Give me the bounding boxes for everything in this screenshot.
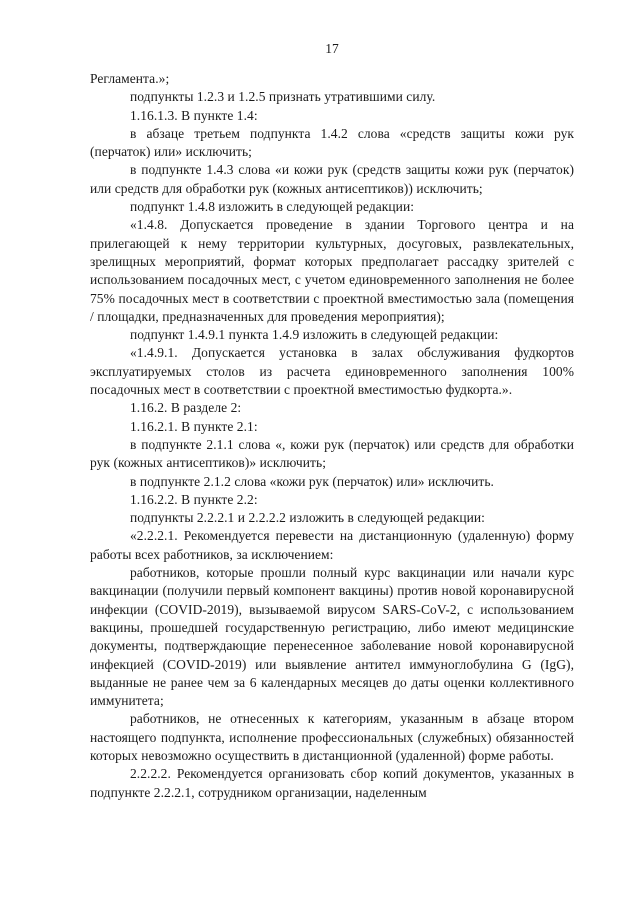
paragraph: «2.2.2.1. Рекомендуется перевести на дистанционную (удаленную) форму работы всех работников, за исключением: [90, 528, 574, 562]
paragraph: 1.16.2. В разделе 2: [130, 400, 242, 416]
document-body [90, 70, 574, 802]
paragraph: Регламента.»; [90, 71, 170, 86]
page-number: 17 [325, 41, 339, 56]
paragraph: в подпункте 2.1.2 слова «кожи рук (перчаток) или» исключить. [130, 473, 494, 489]
paragraph: «1.4.8. Допускается проведение в здании Торгового центра и на прилегающей к нему территории культурных, досуговых, развлекательных, зрелищных мероприятий, формат которых предполагает рассадку зрителей с использованием посадочных мест, с учетом единовременного заполнения не более 75% посадочных мест в соответствии с проектной вместимостью зала (помещения / площадки, предназначенных для проведения мероприятия); [90, 217, 574, 324]
paragraph: 1.16.2.1. В пункте 2.1: [130, 418, 258, 434]
paragraph: 1.16.2.2. В пункте 2.2: [130, 491, 258, 507]
paragraph: в подпункте 2.1.1 слова «, кожи рук (перчаток) или средств для обработки рук (кожных антисептиков)» исключить; [90, 436, 574, 471]
paragraph: подпункты 1.2.3 и 1.2.5 признать утратившими силу. [130, 89, 436, 105]
paragraph: работников, не отнесенных к категориям, указанным в абзаце втором настоящего подпункта, исполнение профессиональных (служебных) обязанностей которых невозможно осуществить в дистанционной (удаленной) форме работы. [90, 711, 574, 763]
paragraph: 2.2.2.2. Рекомендуется организовать сбор копий документов, указанных в подпункте 2.2.2.1, сотрудником организации, наделенным [90, 766, 574, 800]
paragraph: подпункты 2.2.2.1 и 2.2.2.2 изложить в следующей редакции: [130, 510, 485, 526]
paragraph: в абзаце третьем подпункта 1.4.2 слова «средств защиты кожи рук (перчаток) или» исключить; [90, 125, 574, 160]
paragraph: подпункт 1.4.9.1 пункта 1.4.9 изложить в следующей редакции: [130, 327, 499, 343]
paragraph: в подпункте 1.4.3 слова «и кожи рук (средств защиты кожи рук (перчаток) или средств для обработки рук (кожных антисептиков)) исключить; [90, 162, 574, 196]
paragraph: работников, которые прошли полный курс вакцинации или начали курс вакцинации (получили первый компонент вакцины) против новой коронавирусной инфекции (COVID-2019), вызываемой вирусом SARS-CoV-2, с использованием вакцины, прошедшей государственную регистрацию, либо имеют медицинские документы, подтверждающие перенесенное заболевание новой коронавирусной инфекцией (COVID-2019) или выявление антител иммуноглобулина G (IgG), выданные не ранее чем за 6 календарных месяцев до даты оценки коллективного иммунитета; [90, 565, 574, 709]
paragraph: «1.4.9.1. Допускается установка в залах обслуживания фудкортов эксплуатируемых столов из расчета единовременного заполнения 100% посадочных мест в соответствии с проектной вместимостью фудкорта.». [90, 345, 574, 398]
paragraph: подпункт 1.4.8 изложить в следующей редакции: [130, 199, 415, 215]
paragraph: 1.16.1.3. В пункте 1.4: [130, 107, 258, 123]
